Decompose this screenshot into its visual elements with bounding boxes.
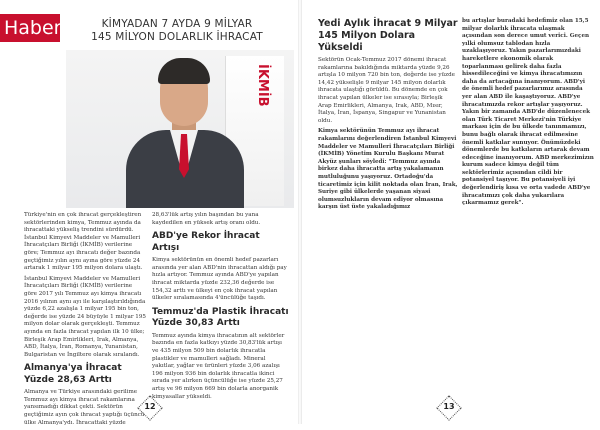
paragraph: Temmuz ayında kimya ihracatının alt sektörler bazında en fazla katkıyı yüzde 30,83'lük artışı ve 435 milyon 509 bin dolarlık ihracatla plastikler ve mamulleri sağladı. Mineral yakıtlar, yağlar ve ürünleri yüzde 3,06 azalışı 196 milyon 936 bin dolarlık ihracatla ikinci sırada yer alırken üçüncülüğe ise yüzde 25,27 artış ve 96 milyon 669 bin dolarla anorganik kimyasallar yükseldi. xyxy=(152,332,285,400)
portrait-photo xyxy=(66,50,294,208)
left-column-2 xyxy=(152,212,290,404)
page-number-right xyxy=(438,397,460,419)
subheading: Yedi Aylık İhracat 9 Milyar 145 Milyon Dolara Yükseldi xyxy=(318,18,458,53)
paragraph: Almanya ve Türkiye arasındaki gerilime Temmuz ayı kimya ihracat rakamlarına yansımadığı dikkat çekti. Sektörün geçtiğimiz ayın çok ihracat yaptığı üçüncü ülke Almanya'ydı. İhracattaki yüzde xyxy=(24,389,145,426)
page-number-text: 12 xyxy=(144,402,156,411)
paragraph: bu artışlar buradaki hedefimiz olan 15,5 milyar dolarlık ihracata ulaşmak açısından son derece umut verici. Geçen yılki olumsuz tablodan hızla uzaklaşıyoruz. Yakın pazarlarımızdaki hareketlere ekonomik olarak toparlanması gelirek daha fazla hissedileceğini ve kimya ihracatımızın daha da artacağına inanıyorum. ABD'yi de önemli hedef pazarlarımız arasında yer alan ABD ile kaşaştıyoruz. ABD'ye ihracatımızda rekor artışlar yaşıyoruz. Yakın bir zamanda ABD'de düzenlenecek olan Türk Ticaret Merkezi'nin Türkiye markası için de bu ülkede tanınmamızı, bunu bağlı olarak ihracat edilmesine önemli katkılar sunuyor. Önümüzdeki dönemlerde bu katkıların artarak devam edeceğine inanıyorum. ABD merkezimizın kurum sadece kimya değil tüm sektörlerimiz açısından cildi bir potansiyel taşıyor. Bu potansiyeli iyi değerlendiriş kısa ve orta vadede ABD'ye ihracatımızı çok daha yukarılara çıkarmamız gerek". xyxy=(462,18,594,207)
person-hair xyxy=(158,58,210,84)
ikmib-logo xyxy=(255,64,270,72)
subheading: Temmuz'da Plastik İhracatı Yüzde 30,83 Arttı xyxy=(152,306,289,329)
subheading: Almanya'ya İhracat Yüzde 28,63 Arttı xyxy=(24,363,122,385)
right-column-1 xyxy=(318,18,458,215)
right-column-2 xyxy=(462,18,594,211)
paragraph: 28,63'lük artış yılın başından bu yana kaydedilen en yüksek artış oranı oldu. xyxy=(152,212,261,226)
section-label: Haber xyxy=(4,17,62,39)
paragraph: Sektörün Ocak-Temmuz 2017 dönemi ihracat rakamlarına bakıldığında miktarda yüzde 9,26 artışla 10 milyon 720 bin ton, değerde ise yüzde 14,42 yükselişle 9 milyar 145 milyon dolarlık ihracata ulaştığı görüldü. Bu dönemde en çok ihracat yapılan ülkeler ise sırasıyla; Birleşik Arap Emirlikleri, Almanya, Irak, ABD, Mısır, İtalya, İran, İspanya, Singapur ve Yunanistan oldu. xyxy=(318,57,455,124)
paragraph: Türkiye'nin en çok ihracat gerçekleştiren sektörlerinden kimya, Temmuz ayında da ihracattaki yükseliş trendini sürdürdü. İstanbul Kimyevi Maddeler ve Mamulleri İhracatçıları Birliği (İKMİB) verilerine göre; Temmuz ayı ihracatı değer bazında geçtiğimiz yılın aynı ayına göre yüzde 24 artarak 1 milyar 195 milyon dolara ulaştı. xyxy=(24,212,143,272)
paragraph: Kimya sektörünün Temmuz ayı ihracat rakamlarını değerlendiren İstanbul Kimyevi Maddeler ve Mamulleri İhracatçıları Birliği (İKMİB) Yönetim Kurulu Başkanı Murat Akyüz şunları söyledi: "Temmuz ayında birkez daha ihracatta artış yakalamanın mutluluğunu yaşıyoruz. Ortadoğu'da ticaretimiz için kilit noktada olan İran, Irak, Suriye gibi ülkelerde yaşanan siyasi olumsuzlukların devam ediyor olmasına karşın üst üste yakaladığımız xyxy=(318,128,458,211)
article-title-line2: 145 MİLYON DOLARLIK İHRACAT xyxy=(91,31,263,43)
page-fold xyxy=(298,0,302,424)
paragraph: İstanbul Kimyevi Maddeler ve Mamulleri İhracatçıları Birliği (İKMİB) verilerine göre 2017 yılı Temmuz ayı kimya ihracatı 2016 yılının aynı ayı ile karşılaştırıldığında yüzde 6,22 azalışla 1 milyar 195 bin ton, değerde ise yüzde 24 büyüyle 1 milyar 195 milyon dolar olarak gerçekleşti. Temmuz ayında en fazla ihracat yapılan ilk 10 ülke; Birleşik Arap Emirlikleri, Irak, Almanya, ABD, İtalya, İran, Romanya, Yunanistan, Bulgaristan ve İngiltere olarak sıralandı. xyxy=(24,275,146,358)
left-column-1 xyxy=(24,212,146,430)
paragraph: Kimya sektörünün en önemli hedef pazarları arasında yer alan ABD'nin ihracattan aldığı pay hızla artıyor. Temmuz ayında ABD'ye yapılan ihracat miktarda yüzde 232,36 değerde ise 154,32 arttı ve ülkeyi en çok ihracat yapılan ülkeler sıralamasında 4'üncülüğe taşıdı. xyxy=(152,257,287,302)
page-number-text: 13 xyxy=(443,402,455,411)
subheading: ABD'ye Rekor İhracat Artışı xyxy=(152,231,260,253)
article-title-line1: KİMYADAN 7 AYDA 9 MİLYAR xyxy=(101,18,253,30)
section-tag xyxy=(0,14,60,42)
page-number-left xyxy=(139,397,161,419)
article-title xyxy=(66,18,288,44)
